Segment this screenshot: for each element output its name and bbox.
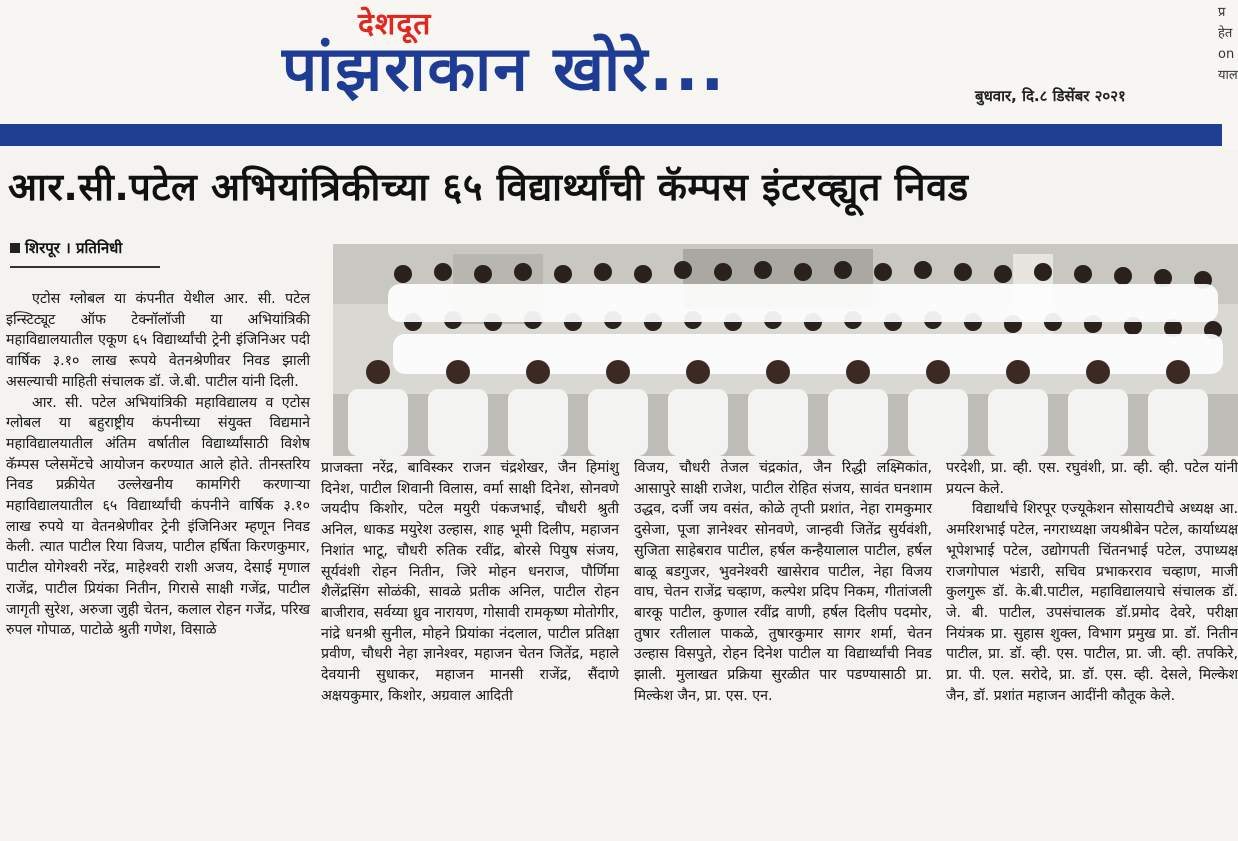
article-column-4: [946, 458, 1238, 706]
article-column-1: [6, 289, 310, 641]
fragment-line: याल: [1218, 68, 1238, 83]
paragraph: आर. सी. पटेल अभियांत्रिकी महाविद्यालय व एटोस ग्लोबल या बहुराष्ट्रीय कंपनीच्या संयुक्त विद्यमाने महाविद्यालयातील अंतिम वर्षातील विद्यार्थ्यांसाठी विशेष कॅम्पस प्लेसमेंटचे आयोजन करण्यात आले होते. तीनस्तरिय निवड प्रक्रीयेत उल्लेखनीय कामगिरी करणाऱ्या महाविद्यालयातील ६५ विद्यार्थ्यांची कंपनीने वार्षिक ३.१० लाख रुपये या वेतनश्रेणीवर ट्रेनी इंजिनिअर म्हणून निवड केली. त्यात पाटील रिया विजय, पाटील हर्षिता किरणकुमार, पाटील योगेश्वरी नरेंद्र, माहेश्वरी राशी अजय, देसाई मृणाल राजेंद्र, पाटील प्रियंका नितीन, गिरासे साक्षी गजेंद्र, पाटील जागृती सुरेश, अरुजा जुही चेतन, कलाल रोहन गजेंद्र, परिख रुपल गोपाळ, पाटोळे श्रुती गणेश, विसाळे: [6, 394, 310, 639]
paragraph: एटोस ग्लोबल या कंपनीत येथील आर. सी. पटेल इन्स्टिट्यूट ऑफ टेक्नॉलॉजी या अभियांत्रिकी महाविद्यालयातील एकूण ६५ विद्यार्थ्यांची ट्रेनी इंजिनिअर पदी वार्षिक ३.१० लाख रूपये वेतनश्रेणीवर निवड झाली असल्याची माहिती संचालक डॉ. जे.बी. पाटील यांनी दिली.: [6, 291, 310, 390]
fragment-line: on: [1218, 47, 1235, 62]
byline-underline: [10, 266, 160, 268]
issue-date: बुधवार, दि.८ डिसेंबर २०२१: [975, 87, 1126, 105]
byline-text: शिरपूर । प्रतिनिधी: [25, 239, 123, 257]
group-photo: [333, 244, 1238, 456]
paragraph: परदेशी, प्रा. व्ही. एस. रघुवंशी, प्रा. व्ही. व्ही. पटेल यांनी प्रयत्न केले.: [946, 460, 1238, 497]
article-headline: आर.सी.पटेल अभियांत्रिकीच्या ६५ विद्यार्थ्यांची कॅम्पस इंटरव्ह्यूत निवड: [8, 165, 969, 209]
group-photo-illustration: [333, 244, 1238, 456]
byline-square-icon: [10, 243, 20, 253]
article-column-3: [634, 458, 932, 706]
fragment-line: हेत: [1218, 26, 1233, 41]
paragraph: विजय, चौधरी तेजल चंद्रकांत, जैन रिद्धी लक्ष्मिकांत, आसापुरे साक्षी राजेश, पाटील रोहित संजय, सावंत घनशाम उद्धव, दर्जी जय वसंत, कोळे तृप्ती प्रशांत, नेहा रामकुमार दुसेजा, पूजा ज्ञानेश्वर सोनवणे, जान्हवी जितेंद्र सुर्यवंशी, सुजिता साहेबराव पाटील, हर्षल कन्हैयालाल पाटील, हर्षल बाळू बडगुजर, भुवनेश्वरी खासेराव पाटील, नेहा विजय वाघ, चेतन राजेंद्र चव्हाण, कल्पेश प्रदिप निकम, गीतांजली बारकू पाटील, कुणाल रवींद्र वाणी, हर्षल दिलीप पदमोर, तुषार रतीलाल पाकळे, तुषारकुमार सागर शर्मा, चेतन उल्हास विसपुते, रोहन दिनेश पाटील या विद्यार्थ्यांची निवड झाली. मुलाखत प्रक्रिया सुरळीत पार पडण्यासाठी प्रा. मिल्केश जैन, प्रा. एस. एन.: [634, 460, 932, 704]
byline: [10, 238, 122, 258]
supplement-title: पांझराकान खोरे...: [282, 32, 727, 105]
article-column-2: [321, 458, 619, 706]
adjacent-page-fragment: [1218, 2, 1238, 86]
paragraph: विद्यार्थांचे शिरपूर एज्यूकेशन सोसायटीचे अध्यक्ष आ. अमरिशभाई पटेल, नगराध्यक्षा जयश्रीबेन पटेल, कार्याध्यक्ष भूपेशभाई पटेल, उद्योगपती चिंतनभाई पटेल, उपाध्यक्ष राजगोपाल भंडारी, सचिव प्रभाकरराव चव्हाण, माजी कुलगुरू डॉ. के.बी.पाटील, महाविद्यालयाचे संचालक डॉ. जे. बी. पाटील, उपसंचालक डॉ.प्रमोद देवरे, परीक्षा नियंत्रक प्रा. सुहास शुक्ल, विभाग प्रमुख प्रा. डॉ. नितीन पाटील, प्रा. डॉ. व्ही. एस. पाटील, प्रा. जी. व्ही. तपकिरे, प्रा. पी. एल. सरोदे, प्रा. डॉ. एस. व्ही. देसले, मिल्केश जैन, डॉ. प्रशांत महाजन आदींनी कौतूक केले.: [946, 501, 1238, 704]
paragraph: प्राजक्ता नरेंद्र, बाविस्कर राजन चंद्रशेखर, जैन हिमांशु दिनेश, पाटील शिवानी विलास, वर्मा साक्षी दिनेश, सोनवणे जयदीप किशोर, पटेल मयुरी पंकजभाई, चौधरी श्रुती अनिल, धाकड मयुरेश उल्हास, शाह भूमी दिलीप, महाजन निशांत भाटू, चौधरी रुतिक रवींद्र, बोरसे पियुष संजय, सूर्यवंशी रोहन नितीन, जिरे मोहन धनराज, पौर्णिमा शैलेंद्रसिंग सोळंकी, सावळे प्रतीक अनिल, पाटील रोहन बाजीराव, सर्वय्या ध्रुव नारायण, गोसावी रामकृष्ण मोतोगीर, नांद्रे धनश्री सुनील, मोहने प्रियांका नंदलाल, पाटील प्रतिक्षा प्रवीण, चौधरी नेहा ज्ञानेश्वर, महाजन चेतन जितेंद्र, महाले देवयानी सुधाकर, महाजन मानसी राजेंद्र, सैंदाणे अक्षयकुमार, किशोर, अग्रवाल आदिती: [321, 460, 619, 704]
fragment-line: प्र: [1218, 5, 1226, 20]
masthead-rule: [0, 124, 1222, 146]
brand-logo: देशदूत: [358, 7, 432, 42]
